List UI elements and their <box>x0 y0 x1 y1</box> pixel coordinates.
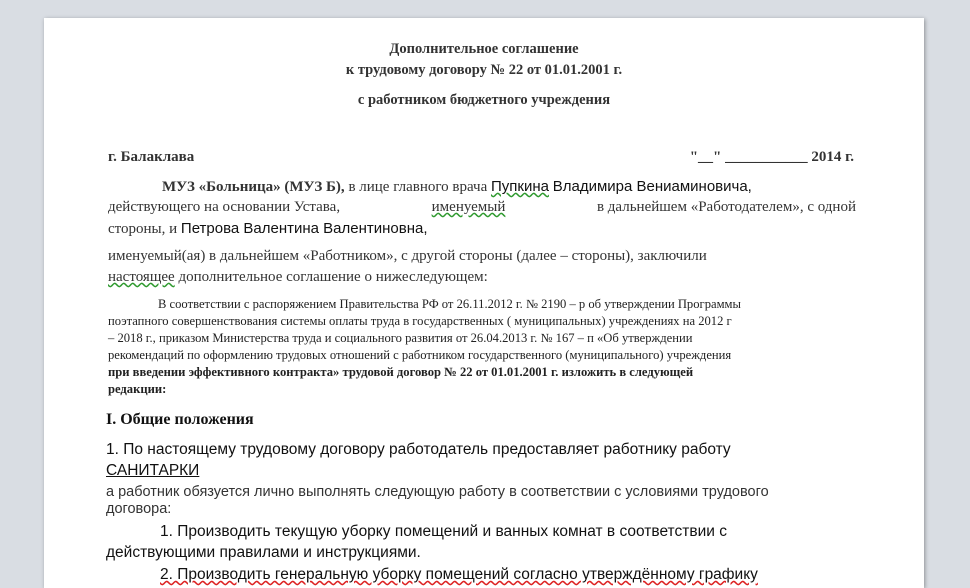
intro-text: в лице главного врача <box>348 179 488 195</box>
preamble-line: В соответствии с распоряжением Правительства РФ от 26.11.2012 г. № 2190 – р об утверждении Программы <box>158 297 741 311</box>
position-title: САНИТАРКИ <box>106 462 200 479</box>
intro-line-4: именуемый(ая) в дальнейшем «Работником», с другой стороны (далее – стороны), заключили <box>108 248 707 264</box>
preamble-line: – 2018 г., приказом Министерства труда и социального развития от 26.04.2013 г. № 167 – п «Об утверждении <box>108 331 693 345</box>
list-item-text: 2. Производить генеральную уборку помещений согласно утверждённому графику <box>160 566 758 583</box>
document-title: Дополнительное соглашение <box>389 41 579 57</box>
doctor-surname: Пупкина <box>490 178 549 195</box>
document-subtitle: к трудовому договору № 22 от 01.01.2001 г. <box>345 62 623 78</box>
document-page <box>44 18 924 588</box>
paragraph-line: а работник обязуется лично выполнять следующую работу в соответствии с условиями трудового <box>106 484 769 500</box>
intro-line-3 <box>108 220 428 238</box>
intro-text: дополнительное соглашение о нижеследующем: <box>178 269 488 285</box>
intro-line-2 <box>108 199 856 216</box>
section-heading: I. Общие положения <box>106 411 254 428</box>
date-field: "__" ___________ 2014 г. <box>689 149 854 165</box>
intro-text: действующего на основании Устава, <box>108 199 341 215</box>
paragraph-line: договора: <box>106 501 172 517</box>
intro-text: стороны, и <box>108 221 178 237</box>
document-subtitle-2: с работником бюджетного учреждения <box>357 92 611 108</box>
preamble-line: поэтапного совершенствования системы оплаты труда в государственных ( муниципальных) учреждениях на 2012 г <box>108 314 732 328</box>
intro-text: именуемый <box>431 199 506 215</box>
preamble-line: при введении эффективного контракта» трудовой договор № 22 от 01.01.2001 г. изложить в следующей <box>108 365 694 379</box>
city: г. Балаклава <box>108 149 195 165</box>
intro-line-5 <box>108 269 488 286</box>
preamble-line: редакции: <box>108 382 167 396</box>
employee-name: Петрова Валентина Валентиновна, <box>180 220 428 237</box>
doctor-name: Владимира Вениаминовича, <box>552 178 752 195</box>
list-item: 1. Производить текущую уборку помещений и ванных комнат в соответствии с <box>160 523 727 540</box>
intro-text: в дальнейшем «Работодателем», с одной <box>596 199 856 215</box>
list-item <box>160 566 758 584</box>
preamble-line: рекомендаций по оформлению трудовых отношений с работником государственного (муниципального) учреждения <box>108 348 732 362</box>
list-item-continuation: действующими правилами и инструкциями. <box>106 544 421 561</box>
organization-name: МУЗ «Больница» (МУЗ Б), <box>162 179 345 195</box>
intro-text: настоящее <box>108 269 175 285</box>
intro-line-1 <box>162 178 752 196</box>
paragraph-line: 1. По настоящему трудовому договору работодатель предоставляет работнику работу <box>106 441 731 458</box>
